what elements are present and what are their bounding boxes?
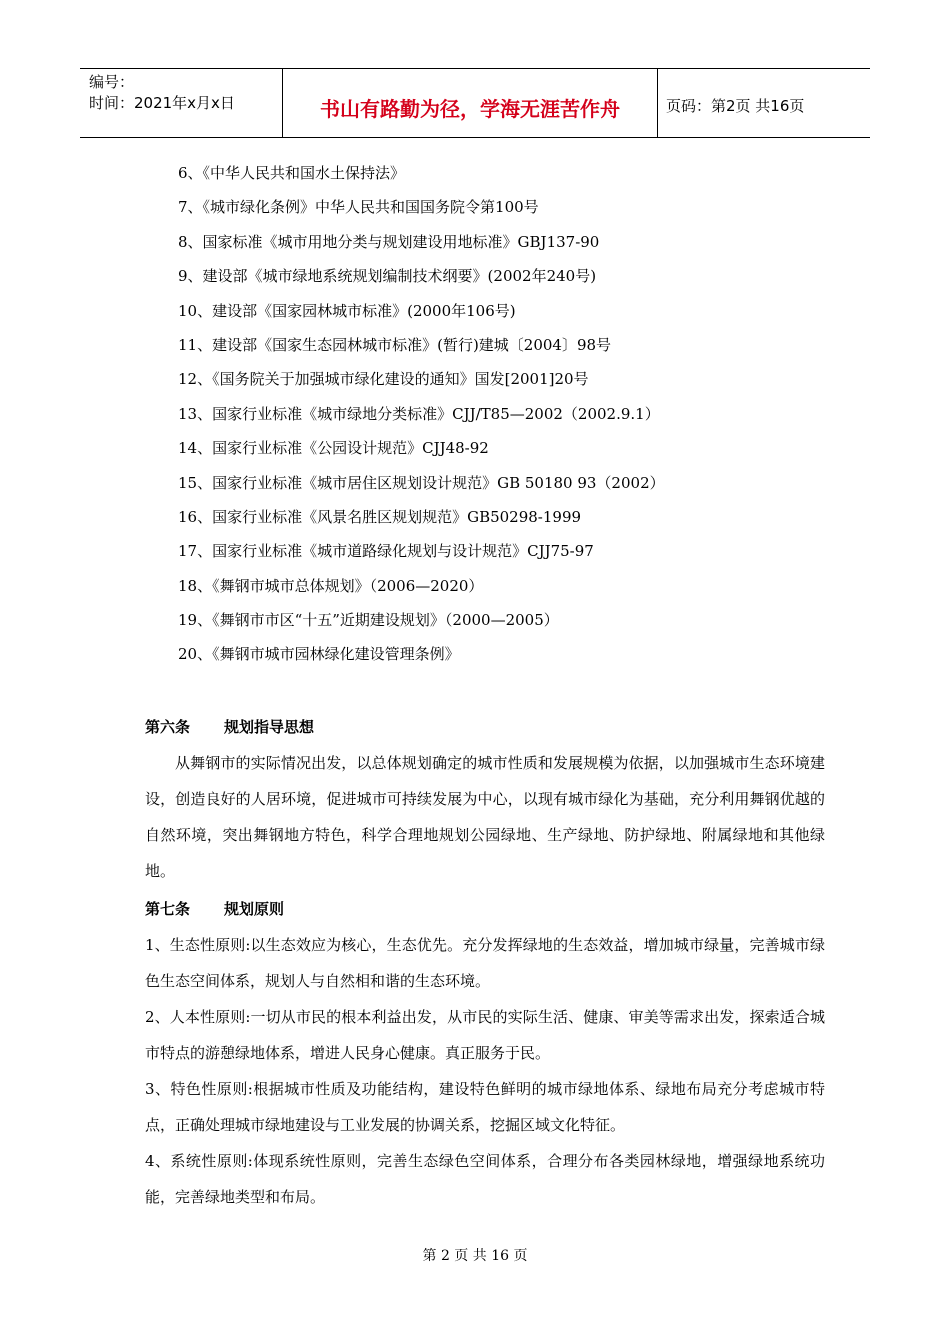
reference-item: 14、国家行业标准《公园设计规范》CJJ48-92 (178, 439, 489, 458)
article-7-number: 第七条 (145, 900, 191, 918)
reference-item: 10、建设部《国家园林城市标准》(2000年106号) (178, 301, 516, 320)
principle-3: 3、特色性原则:根据城市性质及功能结构，建设特色鲜明的城市绿地体系、绿地布局充分考虑城市特点，正确处理城市绿地建设与工业发展的协调关系，挖掘区域文化特征。 (145, 1080, 825, 1134)
header-motto: 书山有路勤为径，学海无涯苦作舟 (283, 69, 658, 137)
reference-item: 11、建设部《国家生态园林城市标准》(暂行)建城〔2004〕98号 (178, 335, 612, 354)
header-page-info: 页码：第2页 共16页 (666, 96, 805, 115)
principle-4: 4、系统性原则:体现系统性原则，完善生态绿色空间体系，合理分布各类园林绿地，增强绿地系统功能，完善绿地类型和布局。 (145, 1152, 825, 1206)
article-6-body: 从舞钢市的实际情况出发，以总体规划确定的城市性质和发展规模为依据，以加强城市生态环境建设，创造良好的人居环境，促进城市可持续发展为中心，以现有城市绿化为基础，充分利用舞钢优越的自然环境，突出舞钢地方特色，科学合理地规划公园绿地、生产绿地、防护绿地、附属绿地和其他绿地。 (145, 754, 825, 880)
document-number-label: 编号： (89, 73, 135, 91)
reference-item: 19、《舞钢市市区“十五”近期建设规划》（2000—2005） (178, 611, 559, 630)
reference-item: 7、《城市绿化条例》中华人民共和国国务院令第100号 (178, 198, 539, 217)
article-7-title: 规划原则 (224, 900, 285, 918)
reference-item: 15、国家行业标准《城市居住区规划设计规范》GB 50180 93（2002） (178, 473, 665, 492)
article-6-title: 规划指导思想 (224, 718, 315, 736)
reference-item: 18、《舞钢市城市总体规划》（2006—2020） (178, 576, 484, 595)
article-6-number: 第六条 (145, 718, 191, 736)
document-time-label: 时间：2021年x月x日 (89, 94, 235, 112)
reference-item: 16、国家行业标准《风景名胜区规划规范》GB50298-1999 (178, 507, 582, 526)
principle-2: 2、人本性原则:一切从市民的根本利益出发，从市民的实际生活、健康、审美等需求出发，探索适合城市特点的游憩绿地体系，增进人民身心健康。真正服务于民。 (145, 1008, 825, 1062)
reference-item: 17、国家行业标准《城市道路绿化规划与设计规范》CJJ75-97 (178, 542, 594, 561)
header-meta (80, 69, 283, 137)
reference-list (178, 156, 665, 672)
reference-item: 20、《舞钢市城市园林绿化建设管理条例》 (178, 645, 460, 664)
article-7-heading (145, 898, 825, 919)
reference-item: 6、《中华人民共和国水土保持法》 (178, 164, 406, 182)
reference-item: 12、《国务院关于加强城市绿化建设的通知》国发[2001]20号 (178, 370, 589, 389)
article-6-heading (145, 716, 825, 737)
reference-item: 8、国家标准《城市用地分类与规划建设用地标准》GBJ137-90 (178, 232, 600, 251)
principle-1: 1、生态性原则:以生态效应为核心，生态优先。充分发挥绿地的生态效益，增加城市绿量，完善城市绿色生态空间体系，规划人与自然相和谐的生态环境。 (145, 936, 825, 990)
reference-item: 13、国家行业标准《城市绿地分类标准》CJJ/T85—2002（2002.9.1） (178, 404, 660, 423)
page-footer: 第 2 页 共 16 页 (422, 1248, 528, 1264)
article-6 (145, 716, 825, 889)
page-header (80, 68, 870, 138)
reference-item: 9、建设部《城市绿地系统规划编制技术纲要》(2002年240号) (178, 267, 597, 286)
article-7 (145, 898, 825, 1215)
